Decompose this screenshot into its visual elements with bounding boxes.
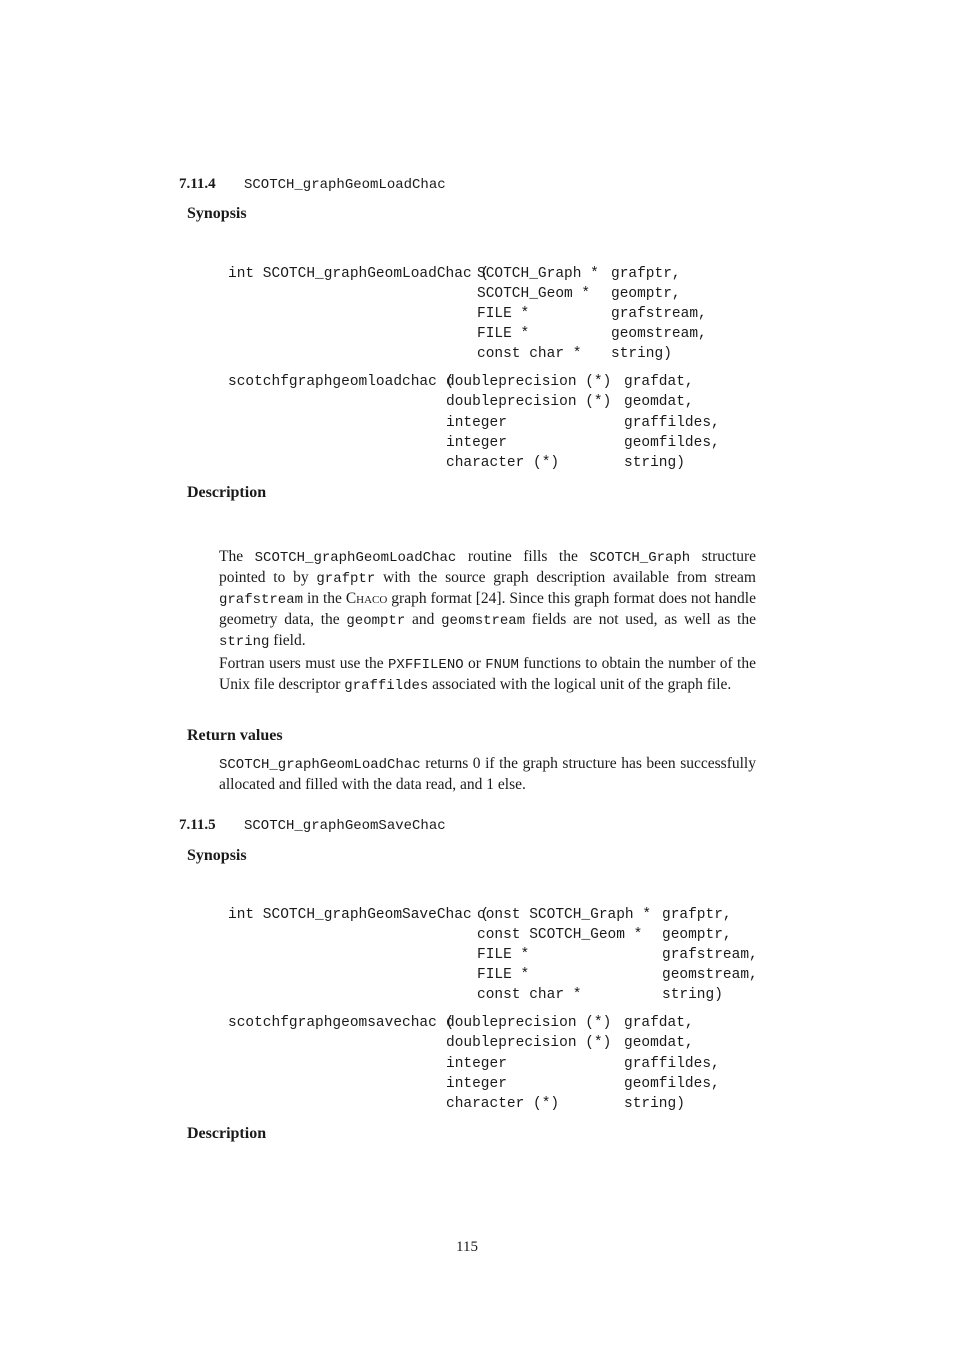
proto-arg: geomstream,	[611, 326, 707, 342]
section-title: SCOTCH_graphGeomLoadChac	[244, 177, 446, 193]
section-title: SCOTCH_graphGeomSaveChac	[244, 818, 446, 834]
proto-arg: geomdat,	[624, 1035, 694, 1051]
section-number: 7.11.5	[179, 817, 216, 833]
description-paragraph: Fortran users must use the PXFFILENO or FNUM functions to obtain the number of the Unix file descriptor graffildes associated with the logical unit of the graph file.	[219, 655, 756, 694]
proto-type: const char *	[477, 987, 582, 1003]
page-number: 115	[456, 1239, 478, 1255]
proto-prefix: scotchfgraphgeomsavechac (	[228, 1015, 455, 1031]
section-number: 7.11.4	[179, 176, 216, 192]
proto-arg: string)	[624, 455, 685, 471]
proto-type: const SCOTCH_Geom *	[477, 927, 643, 943]
proto-type: character (*)	[446, 455, 560, 471]
proto-type: integer	[446, 1056, 507, 1072]
proto-arg: geomfildes,	[624, 435, 720, 451]
return-values-paragraph: SCOTCH_graphGeomLoadChac returns 0 if the graph structure has been successfully allocated and filled with the data read, and 1 else.	[219, 755, 756, 793]
proto-type: const SCOTCH_Graph *	[477, 907, 652, 923]
synopsis-heading: Synopsis	[187, 205, 247, 222]
proto-type: const char *	[477, 346, 582, 362]
proto-arg: grafdat,	[624, 1015, 694, 1031]
proto-type: doubleprecision (*)	[446, 374, 612, 390]
proto-arg: string)	[662, 987, 723, 1003]
proto-type: integer	[446, 415, 507, 431]
proto-arg: grafptr,	[611, 266, 681, 282]
description-heading: Description	[187, 484, 267, 501]
proto-arg: geomdat,	[624, 394, 694, 410]
proto-arg: grafdat,	[624, 374, 694, 390]
proto-arg: geomptr,	[662, 927, 732, 943]
proto-arg: grafptr,	[662, 907, 732, 923]
description-heading: Description	[187, 1125, 267, 1142]
proto-prefix: int SCOTCH_graphGeomSaveChac (	[228, 907, 490, 923]
proto-type: FILE *	[477, 306, 530, 322]
description-paragraph: The SCOTCH_graphGeomLoadChac routine fills the SCOTCH_Graph structure pointed to by grafptr with the source graph description available from stream grafstream in the Chaco graph format [24]. Since this graph format does not handle geometry data, the geomptr and geomstream fields are not used, as well as the string field.	[219, 548, 756, 650]
proto-arg: string)	[624, 1096, 685, 1112]
proto-type: doubleprecision (*)	[446, 1035, 612, 1051]
proto-arg: geomptr,	[611, 286, 681, 302]
proto-type: integer	[446, 435, 507, 451]
proto-type: SCOTCH_Geom *	[477, 286, 591, 302]
proto-arg: grafstream,	[611, 306, 707, 322]
proto-arg: graffildes,	[624, 1056, 720, 1072]
proto-arg: grafstream,	[662, 947, 758, 963]
proto-arg: geomstream,	[662, 967, 758, 983]
proto-type: FILE *	[477, 326, 530, 342]
proto-prefix: int SCOTCH_graphGeomLoadChac (	[228, 266, 490, 282]
proto-type: doubleprecision (*)	[446, 1015, 612, 1031]
proto-type: FILE *	[477, 947, 530, 963]
synopsis-heading: Synopsis	[187, 847, 247, 864]
proto-type: SCOTCH_Graph *	[477, 266, 599, 282]
return-values-heading: Return values	[187, 727, 283, 744]
proto-arg: geomfildes,	[624, 1076, 720, 1092]
proto-type: FILE *	[477, 967, 530, 983]
proto-arg: string)	[611, 346, 672, 362]
proto-type: character (*)	[446, 1096, 560, 1112]
proto-arg: graffildes,	[624, 415, 720, 431]
proto-type: doubleprecision (*)	[446, 394, 612, 410]
proto-prefix: scotchfgraphgeomloadchac (	[228, 374, 455, 390]
proto-type: integer	[446, 1076, 507, 1092]
